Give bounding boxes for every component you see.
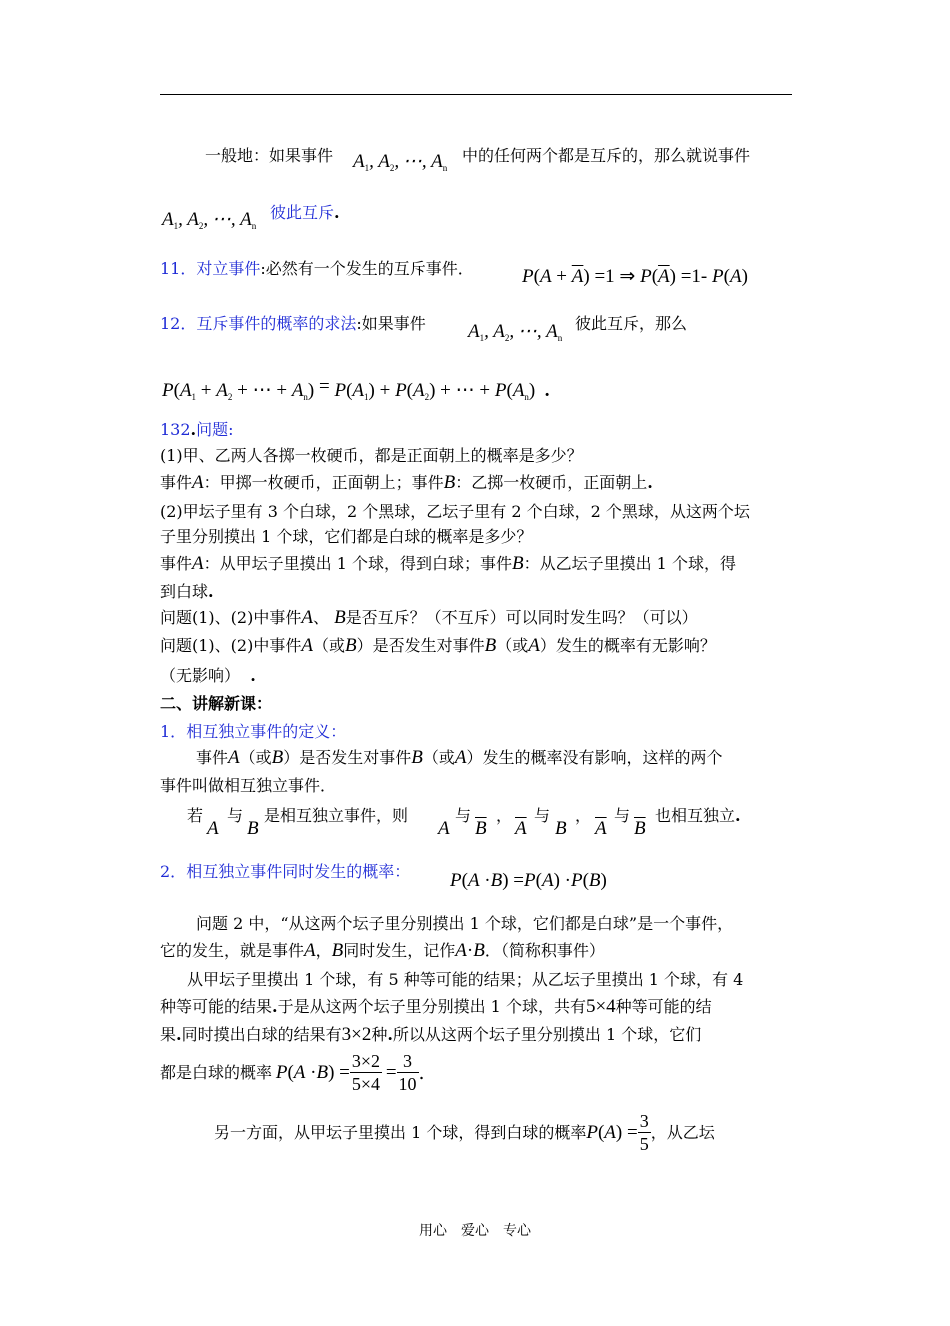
section-number: 132 <box>160 420 191 439</box>
def-1-line-2 <box>160 776 336 796</box>
text <box>575 806 591 826</box>
text: 所以从这两个坛子里分别摸出 1 个球，它们 <box>392 1025 702 1044</box>
text: ）是否发生对事件 <box>283 748 412 767</box>
text: ：甲掷一枚硬币，正面朝上；事件 <box>203 473 444 492</box>
text <box>227 806 243 826</box>
section-12-cont <box>575 314 687 334</box>
text: ）发生的概率有无影响？ <box>539 636 716 655</box>
text: 与 <box>227 806 244 825</box>
def-1-line-3 <box>187 806 203 826</box>
text <box>455 806 471 826</box>
text: 彼此互斥 <box>270 203 335 222</box>
text: 与 <box>455 806 472 825</box>
text: 彼此互斥，那么 <box>575 314 688 333</box>
text: 中的任何两个都是互斥的，那么就说事件 <box>462 146 751 165</box>
text: 同时发生，记作 <box>343 941 456 960</box>
text: 二、讲解新课： <box>160 694 273 713</box>
math-a-bar: $\overline{A}$ <box>595 818 607 839</box>
text: 一般地：如果事件 <box>205 146 334 165</box>
text: 种等可能的结 <box>615 997 712 1016</box>
text: 问题(1)、(2)中事件 <box>160 608 302 627</box>
para-1-line-2: 它的发生，就是事件A，B同时发生，记作A·B．（简称积事件） <box>160 940 605 961</box>
fraction-3-over-10: $\frac{3}{10}$ <box>398 1051 417 1094</box>
text <box>264 806 408 826</box>
text: ， <box>315 941 332 960</box>
math-b: B <box>555 818 567 839</box>
text: 也相互独立. <box>655 806 741 825</box>
section-term: 互斥事件的概率的求法 <box>196 314 357 333</box>
para-3-line-1: 另一方面，从甲坛子里摸出 1 个球，得到白球的概率P(A) = $\frac{3}{5}$ ，从乙坛 <box>214 1111 715 1154</box>
text: （或 <box>422 748 455 767</box>
event-line-1: 事件A：甲掷一枚硬币，正面朝上；事件B：乙掷一枚硬币，正面朝上. <box>160 472 653 493</box>
text <box>496 806 512 826</box>
text: 事件 <box>160 554 193 573</box>
math-a1-an: $A_1$, $A_2$, ⋯, $A_n$ <box>162 209 257 231</box>
text: 是相互独立事件，则 <box>264 806 409 825</box>
text: ）是否发生对事件 <box>356 636 485 655</box>
section-term: 问题: <box>196 420 234 439</box>
section-number: 11． <box>160 259 197 278</box>
question-2-cont <box>160 527 532 547</box>
text: 于是从这两个坛子里分别摸出 1 个球，共有 <box>277 997 586 1016</box>
intro-line-1-cont <box>462 146 750 166</box>
text: （或 <box>312 636 345 655</box>
text: 问题(1)、(2)中事件 <box>160 636 302 655</box>
text: 事件 <box>196 748 229 767</box>
question-1 <box>160 446 583 466</box>
formula-independent-product: P(A ·B) =P(A) ·P(B) <box>450 870 607 891</box>
para-1-line-1 <box>196 914 733 934</box>
section-number: 12． <box>160 314 197 333</box>
intro-line-1 <box>205 146 333 166</box>
fraction-3x2-over-5x4: $\frac{3\times 2}{5\times 4}$ <box>351 1051 381 1094</box>
math-a: A <box>438 818 450 839</box>
event-line-2-cont: 到白球. <box>160 582 214 601</box>
text: 、 <box>312 608 329 627</box>
section-13-title: 132.问题: <box>160 420 234 439</box>
text <box>534 806 550 826</box>
section-term: 相互独立事件的定义： <box>186 722 347 741</box>
text: 问题 2 中，“从这两个坛子里分别摸出 1 个球，它们都是白球”是一个事件， <box>196 914 734 933</box>
def-2-title <box>160 862 410 882</box>
math-b-bar: $\overline{B}$ <box>634 818 646 839</box>
text: 同时摸出白球的结果有 <box>181 1025 342 1044</box>
text: 子里分别摸出 1 个球，它们都是白球的概率是多少？ <box>160 527 533 546</box>
formula-sum-probability: $P(A_1 + A_2$ + ⋯ + $A_n) = P(A_1) + P(A_2)$ + ⋯ + $P(A_n)$ . <box>162 376 550 402</box>
text: 另一方面，从甲坛子里摸出 1 个球，得到白球的概率 <box>214 1122 587 1142</box>
para-2-line-2: 种等可能的结果.于是从这两个坛子里分别摸出 1 个球，共有5×4种等可能的结 <box>160 996 712 1017</box>
text: 种 <box>371 1025 388 1044</box>
text: ， <box>575 806 592 825</box>
text: （无影响） <box>160 666 241 685</box>
text: ，从乙坛 <box>650 1122 715 1142</box>
text: （或 <box>496 636 529 655</box>
question-3: 问题(1)、(2)中事件A、 B是否互斥？（不互斥）可以同时发生吗？（可以） <box>160 607 698 628</box>
section-number: 2． <box>160 862 187 881</box>
question-2 <box>160 502 750 522</box>
text: 果 <box>160 1025 177 1044</box>
def-1-line-1: 事件A（或B）是否发生对事件B（或A）发生的概率没有影响，这样的两个 <box>196 747 723 768</box>
text: 与 <box>534 806 551 825</box>
math-a-bar: $\overline{A}$ <box>515 818 527 839</box>
question-4: 问题(1)、(2)中事件A（或B）是否发生对事件B（或A）发生的概率有无影响？ <box>160 635 716 656</box>
math-a: A <box>207 818 219 839</box>
text: 也相互独立 <box>655 806 736 825</box>
section-2-title <box>160 694 272 714</box>
para-2-line-3: 果.同时摸出白球的结果有3×2种.所以从这两个坛子里分别摸出 1 个球，它们 <box>160 1024 702 1045</box>
section-desc: :必然有一个发生的互斥事件． <box>260 259 474 278</box>
text: 到白球 <box>160 582 209 601</box>
text: 事件 <box>160 473 193 492</box>
math-a1-an: $A_1$, $A_2$, ⋯, $A_n$ <box>468 321 563 343</box>
section-11 <box>160 259 474 279</box>
text: 都是白球的概率 <box>160 1062 273 1082</box>
text: 是否互斥？（不互斥）可以同时发生吗？（可以） <box>345 608 698 627</box>
text: 若 <box>187 806 204 825</box>
section-term: 对立事件 <box>196 259 261 278</box>
math-b: B <box>247 818 259 839</box>
section-number: 1． <box>160 722 187 741</box>
text: ：从甲坛子里摸出 1 个球，得到白球；事件 <box>203 554 512 573</box>
def-1-title <box>160 722 346 742</box>
text: ， <box>496 806 513 825</box>
text: 从甲坛子里摸出 1 个球，有 5 种等可能的结果；从乙坛子里摸出 1 个球，有 4 <box>187 970 744 989</box>
footer-text: 用心 爱心 专心 <box>419 1223 531 1239</box>
text: ：从乙坛子里摸出 1 个球，得 <box>523 554 736 573</box>
event-line-2: 事件A：从甲坛子里摸出 1 个球，得到白球；事件B：从乙坛子里摸出 1 个球，得 <box>160 553 736 574</box>
text: (2)甲坛子里有 3 个白球，2 个黑球，乙坛子里有 2 个白球，2 个黑球，从这两个坛 <box>160 502 750 521</box>
math-b-bar: $\overline{B}$ <box>475 818 487 839</box>
intro-line-2: 彼此互斥. <box>270 203 340 222</box>
question-4-answer: （无影响） . <box>160 666 256 685</box>
header-rule <box>160 94 792 95</box>
math-a1-an: $A_1$, $A_2$, ⋯, $A_n$ <box>353 151 448 173</box>
text: ）发生的概率没有影响，这样的两个 <box>466 748 723 767</box>
text: 与 <box>614 806 631 825</box>
para-2-line-4: 都是白球的概率 P(A ·B) = $\frac{3\times 2}{5\times 4}$ = $\frac{3}{10}$ . <box>160 1051 425 1094</box>
formula-complement: $P(A + \overline{A}) =1$ ⇒ $P(\overline{A}) =1-$ P(A) <box>522 266 748 287</box>
para-2-line-1 <box>187 970 743 990</box>
fraction-3-over-5: $\frac{3}{5}$ <box>639 1111 649 1154</box>
text: 事件叫做相互独立事件． <box>160 776 337 795</box>
section-desc: :如果事件 <box>356 314 426 333</box>
text: ：乙掷一枚硬币，正面朝上 <box>455 473 648 492</box>
text: （或 <box>239 748 272 767</box>
text: 它的发生，就是事件 <box>160 941 305 960</box>
text: (1)甲、乙两人各掷一枚硬币，都是正面朝上的概率是多少？ <box>160 446 583 465</box>
text: 种等可能的结果 <box>160 997 273 1016</box>
section-term: 相互独立事件同时发生的概率： <box>186 862 411 881</box>
text <box>614 806 630 826</box>
text: ．（简称积事件） <box>484 941 605 960</box>
section-12 <box>160 314 426 334</box>
